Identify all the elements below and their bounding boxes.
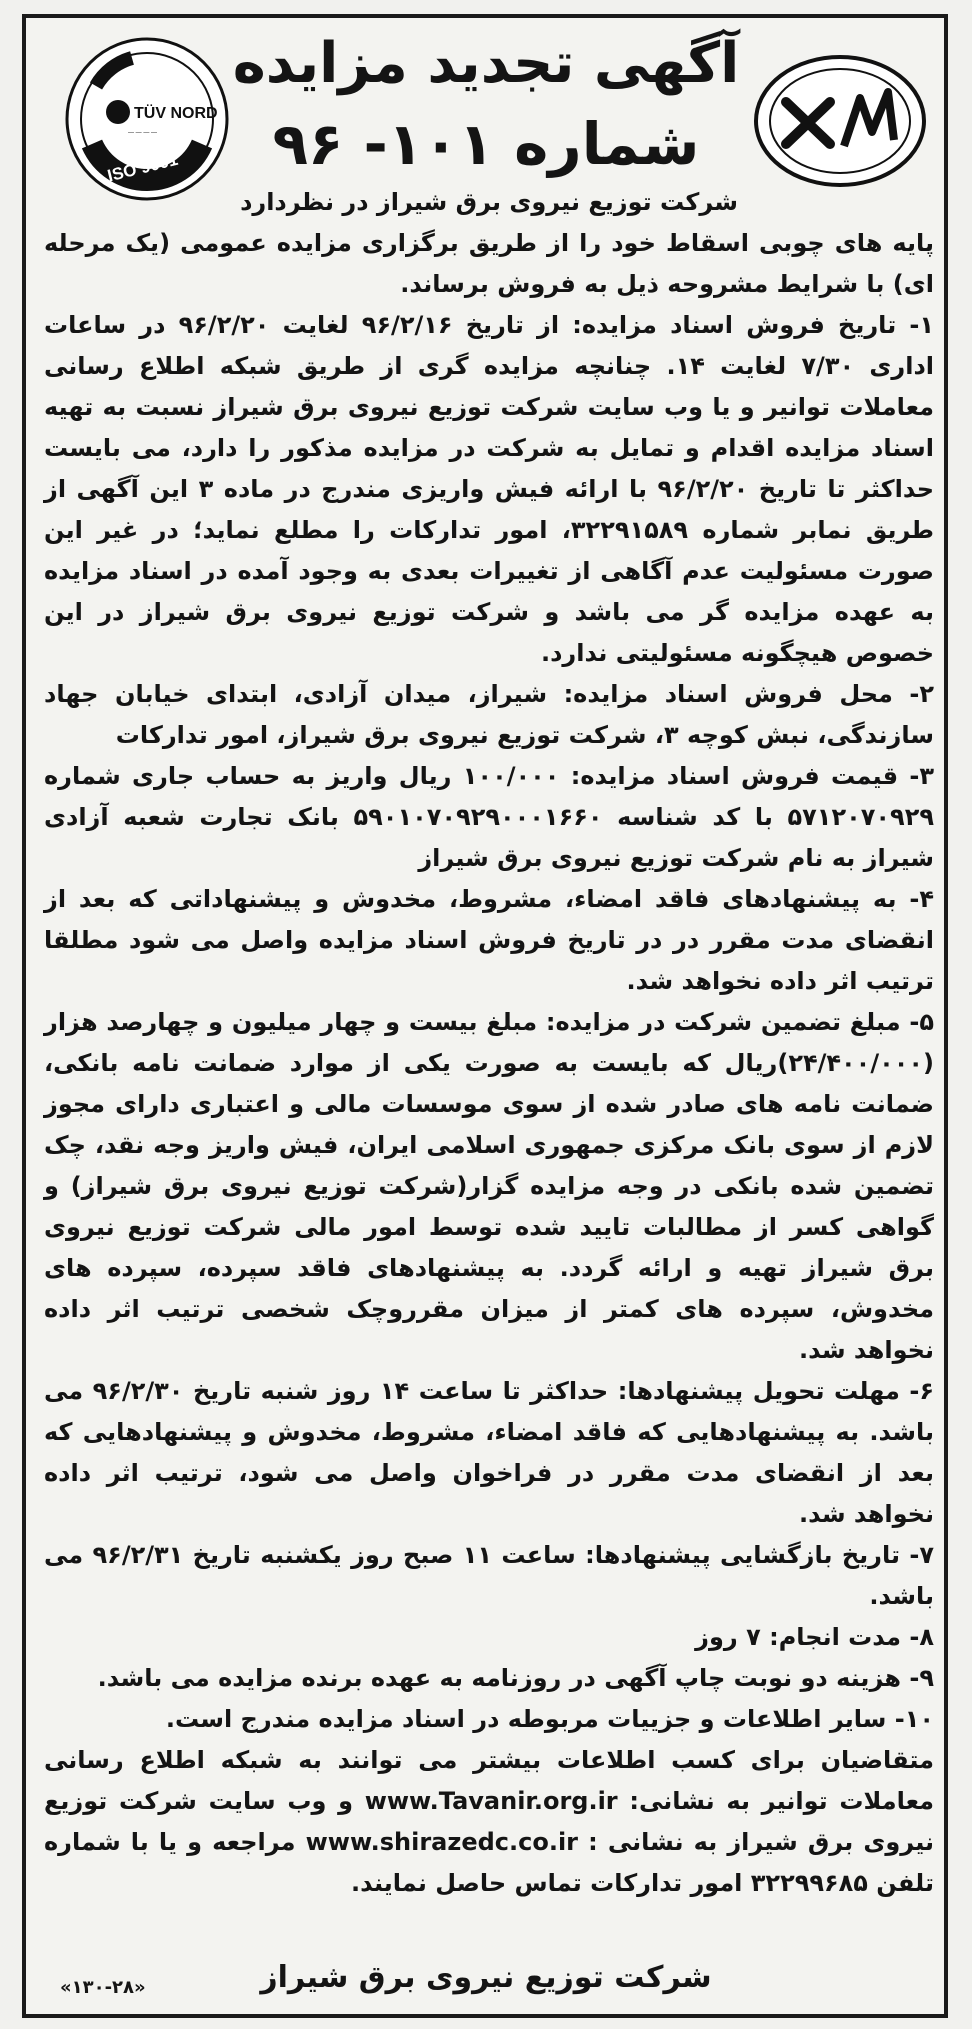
condition-item-5-heading: ۵- مبلغ تضمین شرکت در مزایده: <box>545 1008 934 1036</box>
condition-item-4 <box>44 879 934 1002</box>
condition-item-4-text: به پیشنهادهای فاقد امضاء، مشروط، مخدوش و پیشنهاداتی که بعد از انقضای مدت مقرر در در تاریخ فروش اسناد مزایده واصل می شود مطلقا ترتیب اثر داده نخواهد شد. <box>44 885 934 995</box>
intro-line-1: شرکت توزیع نیروی برق شیراز در نظردارد <box>240 188 738 216</box>
page-title: آگهی تجدید مزایده <box>232 31 740 96</box>
company-logo-icon <box>752 52 928 190</box>
auction-number: شماره ۱۰۱- ۹۶ <box>272 110 700 178</box>
condition-item-2 <box>44 674 934 756</box>
contact-text-3: مراجعه و یا با شماره تلفن ۳۲۲۹۹۶۸۵ امور تدارکات تماس حاصل نمایند. <box>44 1828 934 1897</box>
condition-item-5-text: مبلغ بیست و چهار میلیون و چهارصد هزار (۲۴/۴۰۰/۰۰۰)ریال که بایست به صورت یکی از موارد ضمانت نامه بانکی، ضمانت نامه های صادر شده از سوی موسسات مالی و اعتباری دارای مجوز لازم از سوی بانک مرکزی جمهوری اسلامی ایران، فیش واریز وجه نقد، چک تضمین شده بانکی در وجه مزایده گزار(شرکت توزیع نیروی برق شیراز) و گواهی کسر از مطالبات تایید شده توسط امور مالی شرکت توزیع نیروی برق شیراز تهیه و ارائه گردد. به پیشنهادهای فاقد سپرده، سپرده های مخدوش، سپرده های کمتر از میزان مقرروچک شخصی ترتیب اثر داده نخواهد شد. <box>44 1008 934 1364</box>
condition-item-2-heading: ۲- محل فروش اسناد مزایده: <box>563 680 934 708</box>
footer-company-name: شرکت توزیع نیروی برق شیراز <box>260 1960 712 1995</box>
condition-item-8 <box>44 1617 934 1658</box>
condition-item-7-heading: ۷- تاریخ بازگشایی پیشنهادها: <box>585 1541 934 1569</box>
contact-text-1: متقاضیان برای کسب اطلاعات بیشتر می توانند به شبکه اطلاع رسانی معاملات توانیر به نشانی: <box>44 1746 935 1815</box>
tuv-nord-label: TÜV NORD <box>134 105 218 122</box>
condition-item-9 <box>44 1658 934 1699</box>
contact-paragraph <box>44 1740 934 1904</box>
advertisement-body <box>44 182 934 1904</box>
condition-item-10 <box>44 1699 934 1740</box>
condition-item-7-text: ساعت ۱۱ صبح روز یکشنبه تاریخ ۹۶/۲/۳۱ می باشد. <box>44 1541 934 1610</box>
condition-item-9-text: ۹- هزینه دو نوبت چاپ آگهی در روزنامه به عهده برنده مزایده می باشد. <box>97 1664 934 1692</box>
condition-item-5 <box>44 1002 934 1371</box>
condition-item-10-text: ۱۰- سایر اطلاعات و جزییات مربوطه در اسناد مزایده مندرج است. <box>165 1705 934 1733</box>
condition-item-8-text: ۸- مدت انجام: ۷ روز <box>695 1623 934 1651</box>
condition-item-1-heading: ۱- تاریخ فروش اسناد مزایده: <box>572 311 934 339</box>
shirazedc-website-link[interactable]: www.shirazedc.co.ir <box>305 1828 579 1856</box>
condition-item-4-heading: ۴- <box>909 885 934 913</box>
tavanir-website-link[interactable]: www.Tavanir.org.ir <box>364 1787 618 1815</box>
contact-text-2: و وب سایت شرکت توزیع نیروی برق شیراز به نشانی : <box>44 1787 934 1856</box>
condition-item-6 <box>44 1371 934 1535</box>
condition-item-2-text: شیراز، میدان آزادی، ابتدای خیابان جهاد سازندگی، نبش کوچه ۳، شرکت توزیع نیروی برق شیراز، امور تدارکات <box>44 680 934 749</box>
condition-item-1 <box>44 305 934 674</box>
condition-item-3-text: ۱۰۰/۰۰۰ ریال واریز به حساب جاری شماره ۵۷۱۲۰۷۰۹۲۹ با کد شناسه ۵۹۰۱۰۷۰۹۲۹۰۰۰۱۶۶۰ بانک تجارت شعبه آزادی شیراز به نام شرکت توزیع نیروی برق شیراز <box>44 762 934 872</box>
condition-item-7 <box>44 1535 934 1617</box>
footer-ad-code: «۱۳۰-۲۸» <box>60 1977 146 1998</box>
condition-item-6-heading: ۶- مهلت تحویل پیشنهادها: <box>617 1377 935 1405</box>
condition-item-3 <box>44 756 934 879</box>
iso-9001-label: ISO 9001 <box>105 149 180 186</box>
condition-item-1-text: از تاریخ ۹۶/۲/۱۶ لغایت ۹۶/۲/۲۰ در ساعات اداری ۷/۳۰ لغایت ۱۴. چنانچه مزایده گری از طریق شبکه اطلاع رسانی معاملات توانیر و یا وب سایت شرکت توزیع نیروی برق شیراز نسبت به تهیه اسناد مزایده اقدام و تمایل به شرکت در مزایده مذکور را دارد، می بایست حداکثر تا تاریخ ۹۶/۲/۲۰ با ارائه فیش واریزی مندرج در ماده ۳ این آگهی از طریق نمابر شماره ۳۲۲۹۱۵۸۹، امور تدارکات را مطلع نماید؛ در غیر این صورت مسئولیت عدم آگاهی از تغییرات بعدی به وجود آمده در اسناد مزایده به عهده مزایده گر می باشد و شرکت توزیع نیروی برق شیراز در این خصوص هیچگونه مسئولیتی ندارد. <box>44 311 934 667</box>
intro-line-2: پایه های چوبی اسقاط خود را از طریق برگزاری مزایده عمومی (یک مرحله ای) با شرایط مشروحه ذیل به فروش برساند. <box>44 229 934 298</box>
condition-item-6-text: حداکثر تا ساعت ۱۴ روز شنبه تاریخ ۹۶/۲/۳۰ می باشد. به پیشنهادهایی که فاقد امضاء، مشروط، مخدوش و پیشنهادهایی که بعد از انقضای مدت مقرر در فراخوان واصل می شود، ترتیب اثر داده نخواهد شد. <box>44 1377 934 1528</box>
condition-item-3-heading: ۳- قیمت فروش اسناد مزایده: <box>570 762 935 790</box>
svg-text:— — — —: — — — — <box>128 130 158 136</box>
